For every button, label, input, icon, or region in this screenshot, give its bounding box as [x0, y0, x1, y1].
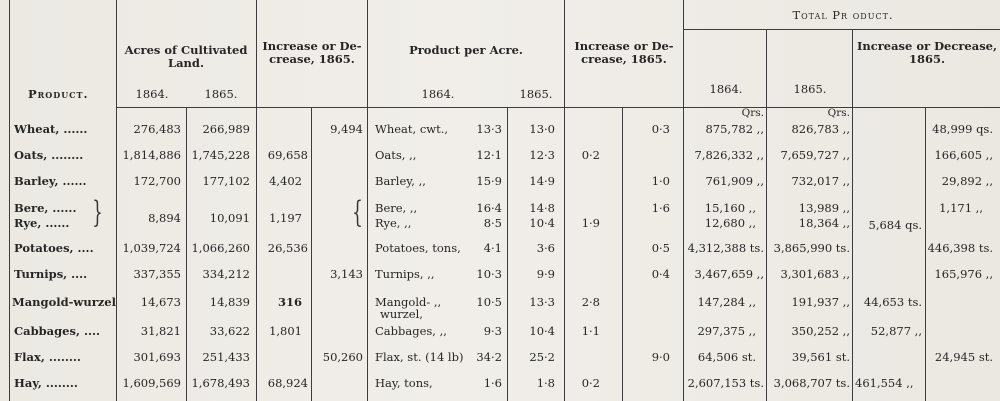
row-name: Mangold-wurzel — [12, 295, 116, 309]
acres-increase: 68,924 — [267, 376, 308, 390]
rule-pinc-mid — [622, 108, 623, 401]
row-name: Turnips, .... — [14, 267, 88, 281]
acres-1865: 10,091 — [209, 211, 250, 225]
total-1865: 39,561 st. — [791, 350, 850, 364]
acres-1864: 1,039,724 — [122, 241, 181, 255]
total-increase: 5,684 qs. — [868, 218, 922, 232]
increase-ppa-header: Increase or De-crease, 1865. — [574, 39, 674, 66]
ppa-1864: 9·3 — [483, 324, 502, 338]
total-1864: 2,607,153 ts. — [687, 376, 764, 390]
rule-product — [116, 0, 117, 401]
ppa-1864: 12·1 — [476, 148, 502, 162]
acres-increase: 26,536 — [267, 241, 308, 255]
rule-left — [9, 0, 10, 401]
ppa-1864-rye: 8·5 — [483, 216, 502, 230]
row-name-rye: Rye, ...... — [14, 216, 70, 230]
acres-1864: 1,814,886 — [122, 148, 181, 162]
acres-1864: 172,700 — [133, 174, 181, 188]
ppa-1864: 34·2 — [476, 350, 502, 364]
total-1865-rye: 18,364 ,, — [798, 216, 850, 230]
total-1865: 191,937 ,, — [791, 295, 850, 309]
total-decrease: 165,976 ,, — [934, 267, 993, 281]
total-1864: 875,782 ,, — [705, 122, 764, 136]
ppa-1865-header: 1865. — [519, 87, 553, 101]
ppa-header: Product per Acre. — [409, 43, 523, 57]
total-1865: 7,659,727 ,, — [780, 148, 850, 162]
acres-1864: 1,609,569 — [122, 376, 181, 390]
total-1864-header: 1864. — [709, 82, 743, 96]
total-increase: 44,653 ts. — [863, 295, 922, 309]
ppa-1865-bere: 14·8 — [529, 201, 555, 215]
ppa-1865: 9·9 — [536, 267, 555, 281]
ppa-decrease: 0·4 — [651, 267, 670, 281]
qrs-unit-1864: Qrs. — [741, 107, 764, 119]
row-name: Wheat, ...... — [14, 122, 88, 136]
acres-1865: 251,433 — [202, 350, 250, 364]
row-name: Flax, ........ — [14, 350, 81, 364]
total-1865-bere: 13,989 ,, — [798, 201, 850, 215]
rule-inc-mid — [311, 108, 312, 401]
ppa-1865: 13·0 — [529, 122, 555, 136]
acres-1864: 14,673 — [140, 295, 181, 309]
rule-ppa — [564, 0, 565, 401]
ppa-increase: 0·2 — [581, 148, 600, 162]
total-decrease: 1,171 ,, — [939, 201, 983, 215]
ppa-product: Oats, ,, — [375, 148, 417, 162]
ppa-1864: 4·1 — [483, 241, 502, 255]
total-1865-header: 1865. — [793, 82, 827, 96]
rule-total — [852, 30, 853, 401]
acres-increase: 1,801 — [269, 324, 302, 338]
total-decrease: 24,945 st. — [934, 350, 993, 364]
ppa-1864: 13·3 — [476, 122, 502, 136]
ppa-1865-rye: 10·4 — [529, 216, 555, 230]
acres-increase: 1,197 — [269, 211, 302, 225]
ppa-increase: 1·1 — [581, 324, 600, 338]
ppa-product: Turnips, ,, — [375, 267, 435, 281]
acres-1865: 14,839 — [209, 295, 250, 309]
rule-ppa-mid — [507, 108, 508, 401]
ppa-1864-bere: 16·4 — [476, 201, 502, 215]
total-1864: 297,375 ,, — [697, 324, 756, 338]
total-1865: 826,783 ,, — [791, 122, 850, 136]
acres-increase: 69,658 — [267, 148, 308, 162]
total-product-header: Total Pr oduct. — [792, 8, 894, 22]
total-decrease: 166,605 ,, — [934, 148, 993, 162]
ppa-product-mangold: Mangold- ,, — [375, 295, 442, 309]
ppa-decrease: 1·0 — [651, 174, 670, 188]
acres-1865: 266,989 — [202, 122, 250, 136]
ppa-product: Barley, ,, — [375, 174, 426, 188]
acres-1864: 31,821 — [140, 324, 181, 338]
rule-total-title — [684, 29, 1000, 30]
acres-decrease: 50,260 — [322, 350, 363, 364]
acres-1865: 1,678,493 — [191, 376, 250, 390]
row-name: Barley, ...... — [14, 174, 87, 188]
rule-pinc — [683, 0, 684, 401]
acres-1865: 177,102 — [202, 174, 250, 188]
acres-1865: 33,622 — [209, 324, 250, 338]
rule-acres — [256, 0, 257, 401]
ppa-1864: 1·6 — [483, 376, 502, 390]
row-name-bere: Bere, ...... — [14, 201, 77, 215]
acres-1865: 1,066,260 — [191, 241, 250, 255]
ppa-product: Flax, st. (14 lb) — [375, 350, 464, 364]
brace-right-icon: } — [92, 195, 103, 230]
acres-1864: 276,483 — [133, 122, 181, 136]
increase-acres-header: Increase or De-crease, 1865. — [262, 39, 362, 66]
ppa-1864: 15·9 — [476, 174, 502, 188]
ppa-product: Potatoes, tons, — [375, 241, 461, 255]
acres-1864: 8,894 — [148, 211, 181, 225]
ppa-product: Wheat, cwt., — [375, 122, 449, 136]
rule-inc — [367, 0, 368, 401]
acres-1865-header: 1865. — [204, 87, 238, 101]
acres-1865: 334,212 — [202, 267, 250, 281]
ppa-1865: 3·6 — [536, 241, 555, 255]
total-1865: 350,252 ,, — [791, 324, 850, 338]
total-1864-rye: 12,680 ,, — [704, 216, 756, 230]
ppa-1864-header: 1864. — [421, 87, 455, 101]
row-name: Oats, ........ — [14, 148, 84, 162]
ppa-decrease: 0·3 — [651, 122, 670, 136]
product-header: Product. — [28, 87, 89, 101]
row-name: Potatoes, .... — [14, 241, 94, 255]
total-1865: 732,017 ,, — [791, 174, 850, 188]
total-decrease: 29,892 ,, — [941, 174, 993, 188]
acres-increase: 4,402 — [269, 174, 302, 188]
ppa-decrease: 9·0 — [651, 350, 670, 364]
ppa-product-wurzel: wurzel, — [380, 307, 423, 321]
total-1865: 3,301,683 ,, — [780, 267, 850, 281]
acres-1864-header: 1864. — [135, 87, 169, 101]
acres-1864: 337,355 — [133, 267, 181, 281]
rule-header-bottom — [116, 107, 1000, 108]
acres-1865: 1,745,228 — [191, 148, 250, 162]
acres-decrease: 9,494 — [330, 122, 363, 136]
total-1864: 147,284 ,, — [697, 295, 756, 309]
ppa-1865: 25·2 — [529, 350, 555, 364]
ppa-1865: 13·3 — [529, 295, 555, 309]
brace-left-icon: { — [352, 195, 363, 230]
acres-header: Acres of Cultivated Land. — [124, 43, 248, 70]
total-1864: 64,506 st. — [697, 350, 756, 364]
total-1864: 7,826,332 ,, — [694, 148, 764, 162]
ppa-product-bere: Bere, ,, — [375, 201, 418, 215]
total-1864: 3,467,659 ,, — [694, 267, 764, 281]
total-1865: 3,865,990 ts. — [773, 241, 850, 255]
row-name: Hay, ........ — [14, 376, 78, 390]
rule-tinc-mid — [925, 108, 926, 401]
ppa-1864: 10·5 — [476, 295, 502, 309]
acres-increase: 316 — [277, 295, 302, 309]
ppa-product-rye: Rye, ,, — [375, 216, 412, 230]
ppa-1865: 12·3 — [529, 148, 555, 162]
ppa-1865: 1·8 — [536, 376, 555, 390]
ppa-increase: 2·8 — [581, 295, 600, 309]
row-name: Cabbages, .... — [14, 324, 100, 338]
rule-total-mid — [766, 30, 767, 401]
total-increase: 52,877 ,, — [870, 324, 922, 338]
ppa-increase: 1·9 — [581, 216, 600, 230]
total-1864-bere: 15,160 ,, — [704, 201, 756, 215]
total-1864: 761,909 ,, — [705, 174, 764, 188]
ppa-decrease: 0·5 — [651, 241, 670, 255]
acres-decrease: 3,143 — [330, 267, 363, 281]
total-1864: 4,312,388 ts. — [687, 241, 764, 255]
ppa-increase: 0·2 — [581, 376, 600, 390]
ppa-product: Cabbages, ,, — [375, 324, 447, 338]
total-increase: 461,554 ,, — [855, 376, 914, 390]
total-decrease: 48,999 qs. — [932, 122, 993, 136]
ppa-1864: 10·3 — [476, 267, 502, 281]
ppa-1865: 14·9 — [529, 174, 555, 188]
ppa-product: Hay, tons, — [375, 376, 433, 390]
acres-1864: 301,693 — [133, 350, 181, 364]
ppa-1865: 10·4 — [529, 324, 555, 338]
increase-total-header: Increase or Decrease, 1865. — [856, 39, 997, 66]
rule-acres-mid — [186, 108, 187, 401]
qrs-unit-1865: Qrs. — [827, 107, 850, 119]
total-1865: 3,068,707 ts. — [773, 376, 850, 390]
total-decrease: 446,398 ts. — [927, 241, 993, 255]
ppa-decrease: 1·6 — [651, 201, 670, 215]
